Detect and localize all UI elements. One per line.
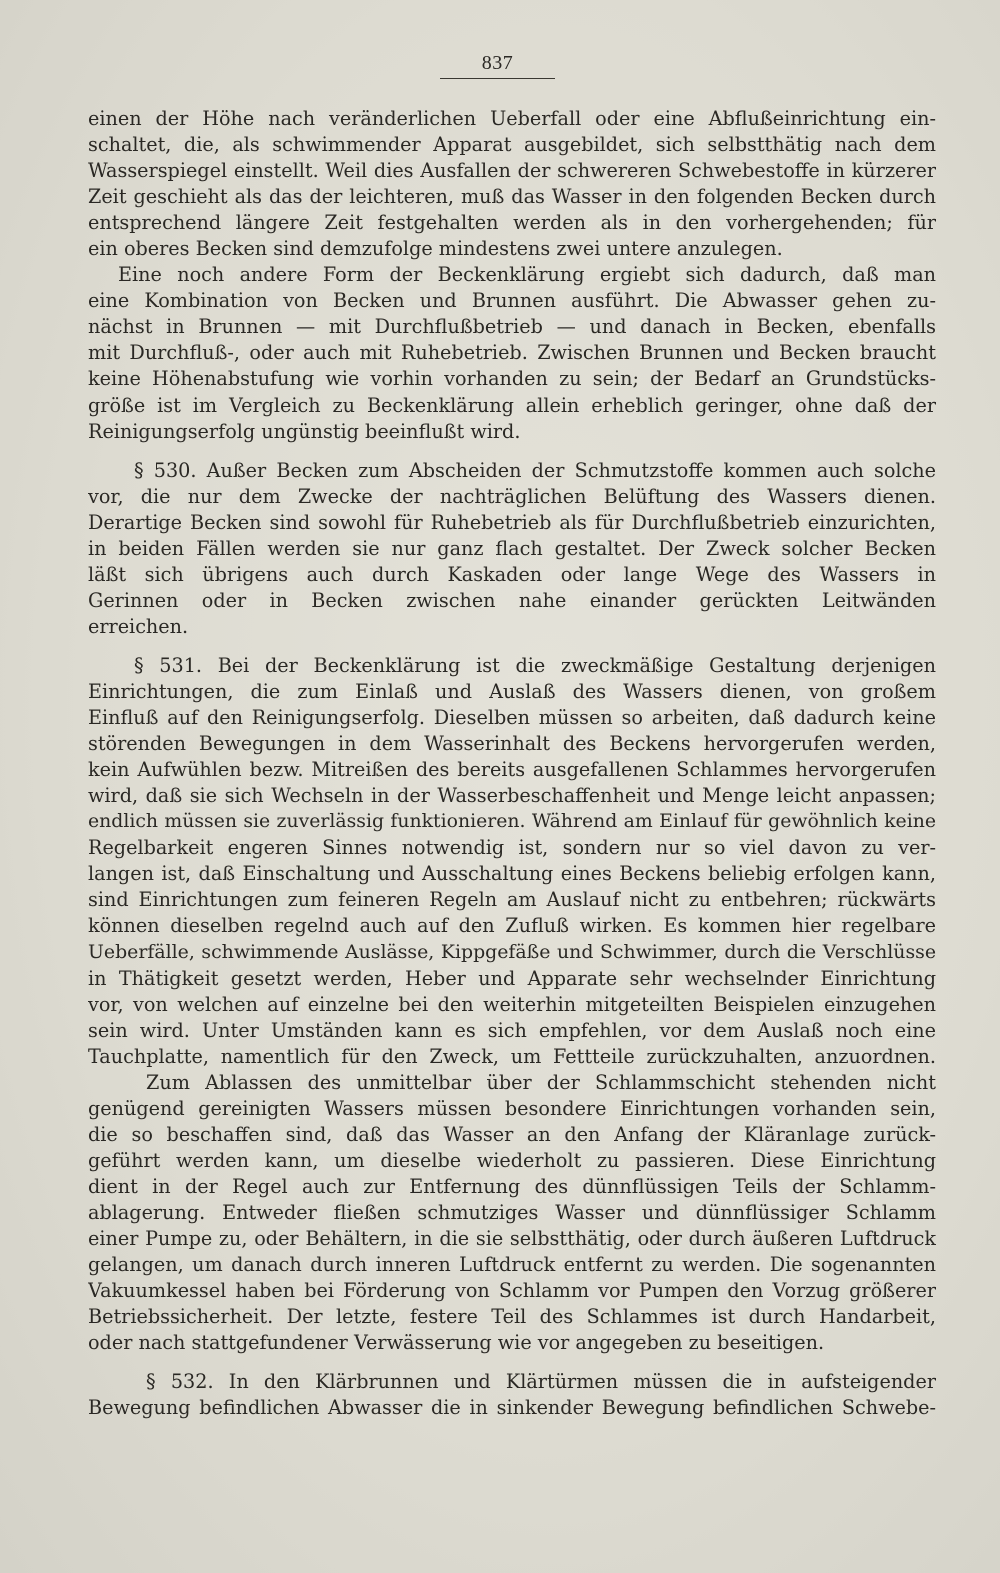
text-line: sind Einrichtungen zum feineren Regeln am Auslauf nicht zu entbehren; rückwärts — [88, 888, 936, 912]
page-number: 837 — [481, 52, 514, 74]
paragraph-ablassen — [88, 1070, 936, 1357]
paragraph-gap — [88, 445, 936, 458]
text-line: Regelbarkeit engeren Sinnes notwendig ist, sondern nur so viel davon zu ver- — [88, 836, 936, 860]
text-line: größe ist im Vergleich zu Beckenklärung allein erheblich geringer, ohne daß der — [88, 393, 936, 417]
text-line: einer Pumpe zu, oder Behältern, in die sie selbstthätig, oder durch äußeren Luftdruck — [88, 1226, 936, 1250]
text-line: dient in der Regel auch zur Entfernung des dünnflüssigen Teils der Schlamm- — [88, 1174, 936, 1198]
text-line: Bewegung befindlichen Abwasser die in sinkender Bewegung befindlichen Schwebe- — [88, 1396, 936, 1420]
text-line: ablagerung. Entweder fließen schmutziges Wasser und dünnflüssiger Schlamm — [88, 1200, 936, 1224]
text-line: Eine noch andere Form der Beckenklärung ergiebt sich dadurch, daß man — [118, 263, 936, 287]
text-line: Zum Ablassen des unmittelbar über der Schlammschicht stehenden nicht — [146, 1070, 936, 1094]
text-line: Reinigungserfolg ungünstig beeinflußt wird. — [88, 419, 521, 443]
text-line: mit Durchfluß-, oder auch mit Ruhebetrieb. Zwischen Brunnen und Becken braucht — [88, 341, 936, 365]
text-line: § 530. Außer Becken zum Abscheiden der Schmutzstoffe kommen auch solche — [134, 458, 936, 482]
text-line: wird, daß sie sich Wechseln in der Wasserbeschaffenheit und Menge leicht anpassen; — [88, 784, 936, 808]
text-line: in beiden Fällen werden sie nur ganz flach gestaltet. Der Zweck solcher Becken — [88, 536, 936, 560]
paragraph-1 — [88, 106, 936, 262]
text-line: kein Aufwühlen bezw. Mitreißen des bereits ausgefallenen Schlammes hervorgerufen — [88, 758, 936, 782]
paragraph-2 — [88, 262, 936, 444]
text-line: langen ist, daß Einschaltung und Ausschaltung eines Beckens beliebig erfolgen kann, — [88, 862, 936, 886]
section-530 — [88, 458, 936, 640]
text-line: ein oberes Becken sind demzufolge mindestens zwei untere anzulegen. — [88, 237, 783, 261]
text-line: Vakuumkessel haben bei Förderung von Schlamm vor Pumpen den Vorzug größerer — [88, 1279, 936, 1303]
text-line: § 532. In den Klärbrunnen und Klärtürmen müssen die in aufsteigender — [146, 1370, 936, 1394]
text-line: § 531. Bei der Beckenklärung ist die zweckmäßige Gestaltung derjenigen — [134, 653, 936, 677]
text-line: Derartige Becken sind sowohl für Ruhebetrieb als für Durchflußbetrieb einzurichten, — [88, 510, 936, 534]
text-line: einen der Höhe nach veränderlichen Ueberfall oder eine Abflußeinrichtung ein- — [88, 107, 936, 130]
text-line: störenden Bewegungen in dem Wasserinhalt des Beckens hervorgerufen werden, — [88, 732, 936, 756]
text-line: die so beschaffen sind, daß das Wasser an den Anfang der Kläranlage zurück- — [88, 1122, 936, 1146]
text-line: Betriebssicherheit. Der letzte, festere Teil des Schlammes ist durch Handarbeit, — [88, 1305, 936, 1329]
text-line: eine Kombination von Becken und Brunnen ausführt. Die Abwasser gehen zu- — [88, 289, 936, 313]
text-line: Einfluß auf den Reinigungserfolg. Dieselben müssen so arbeiten, daß dadurch keine — [88, 706, 936, 730]
paragraph-gap — [88, 640, 936, 653]
text-line: geführt werden kann, um dieselbe wiederholt zu passieren. Diese Einrichtung — [88, 1148, 936, 1172]
text-line: Wasserspiegel einstellt. Weil dies Ausfallen der schwereren Schwebestoffe in kürzerer — [88, 159, 936, 183]
text-line: oder nach stattgefundener Verwässerung wie vor angegeben zu beseitigen. — [88, 1331, 825, 1355]
text-line: entsprechend längere Zeit festgehalten werden als in den vorhergehenden; für — [88, 211, 936, 235]
text-line: läßt sich übrigens auch durch Kaskaden oder lange Wege des Wassers in — [88, 562, 936, 586]
text-line: sein wird. Unter Umständen kann es sich empfehlen, vor dem Auslaß noch eine — [88, 1018, 936, 1042]
text-line: erreichen. — [88, 614, 189, 638]
text-line: nächst in Brunnen — mit Durchflußbetrieb — und danach in Becken, ebenfalls — [88, 315, 936, 339]
text-line: Gerinnen oder in Becken zwischen nahe einander gerückten Leitwänden — [88, 588, 936, 612]
body-text — [88, 106, 936, 1421]
text-line: genügend gereinigten Wassers müssen besondere Einrichtungen vorhanden sein, — [88, 1096, 936, 1120]
paragraph-gap — [88, 1356, 936, 1369]
text-line: Ueberfälle, schwimmende Auslässe, Kippgefäße und Schwimmer, durch die Verschlüsse — [88, 941, 936, 964]
text-line: endlich müssen sie zuverlässig funktionieren. Während am Einlauf für gewöhnlich keine — [88, 811, 936, 833]
text-line: schaltet, die, als schwimmender Apparat ausgebildet, sich selbstthätig nach dem — [88, 133, 936, 157]
header-rule — [440, 78, 555, 79]
page-header — [440, 50, 555, 79]
text-line: Zeit geschieht als das der leichteren, muß das Wasser in den folgenden Becken durch — [88, 185, 936, 209]
text-line: in Thätigkeit gesetzt werden, Heber und Apparate sehr wechselnder Einrichtung — [88, 966, 936, 990]
text-line: Tauchplatte, namentlich für den Zweck, um Fettteile zurückzuhalten, anzuordnen. — [88, 1044, 936, 1068]
section-532 — [88, 1369, 936, 1421]
section-531 — [88, 653, 936, 1070]
text-line: können dieselben regelnd auch auf den Zufluß wirken. Es kommen hier regelbare — [88, 914, 936, 938]
text-line: vor, die nur dem Zwecke der nachträglichen Belüftung des Wassers dienen. — [88, 484, 936, 508]
text-line: Einrichtungen, die zum Einlaß und Auslaß des Wassers dienen, von großem — [88, 679, 936, 703]
text-line: vor, von welchen auf einzelne bei den weiterhin mitgeteilten Beispielen einzugehen — [88, 992, 936, 1016]
text-line: gelangen, um danach durch inneren Luftdruck entfernt zu werden. Die sogenannten — [88, 1253, 936, 1277]
text-line: keine Höhenabstufung wie vorhin vorhanden zu sein; der Bedarf an Grundstücks- — [88, 367, 936, 391]
